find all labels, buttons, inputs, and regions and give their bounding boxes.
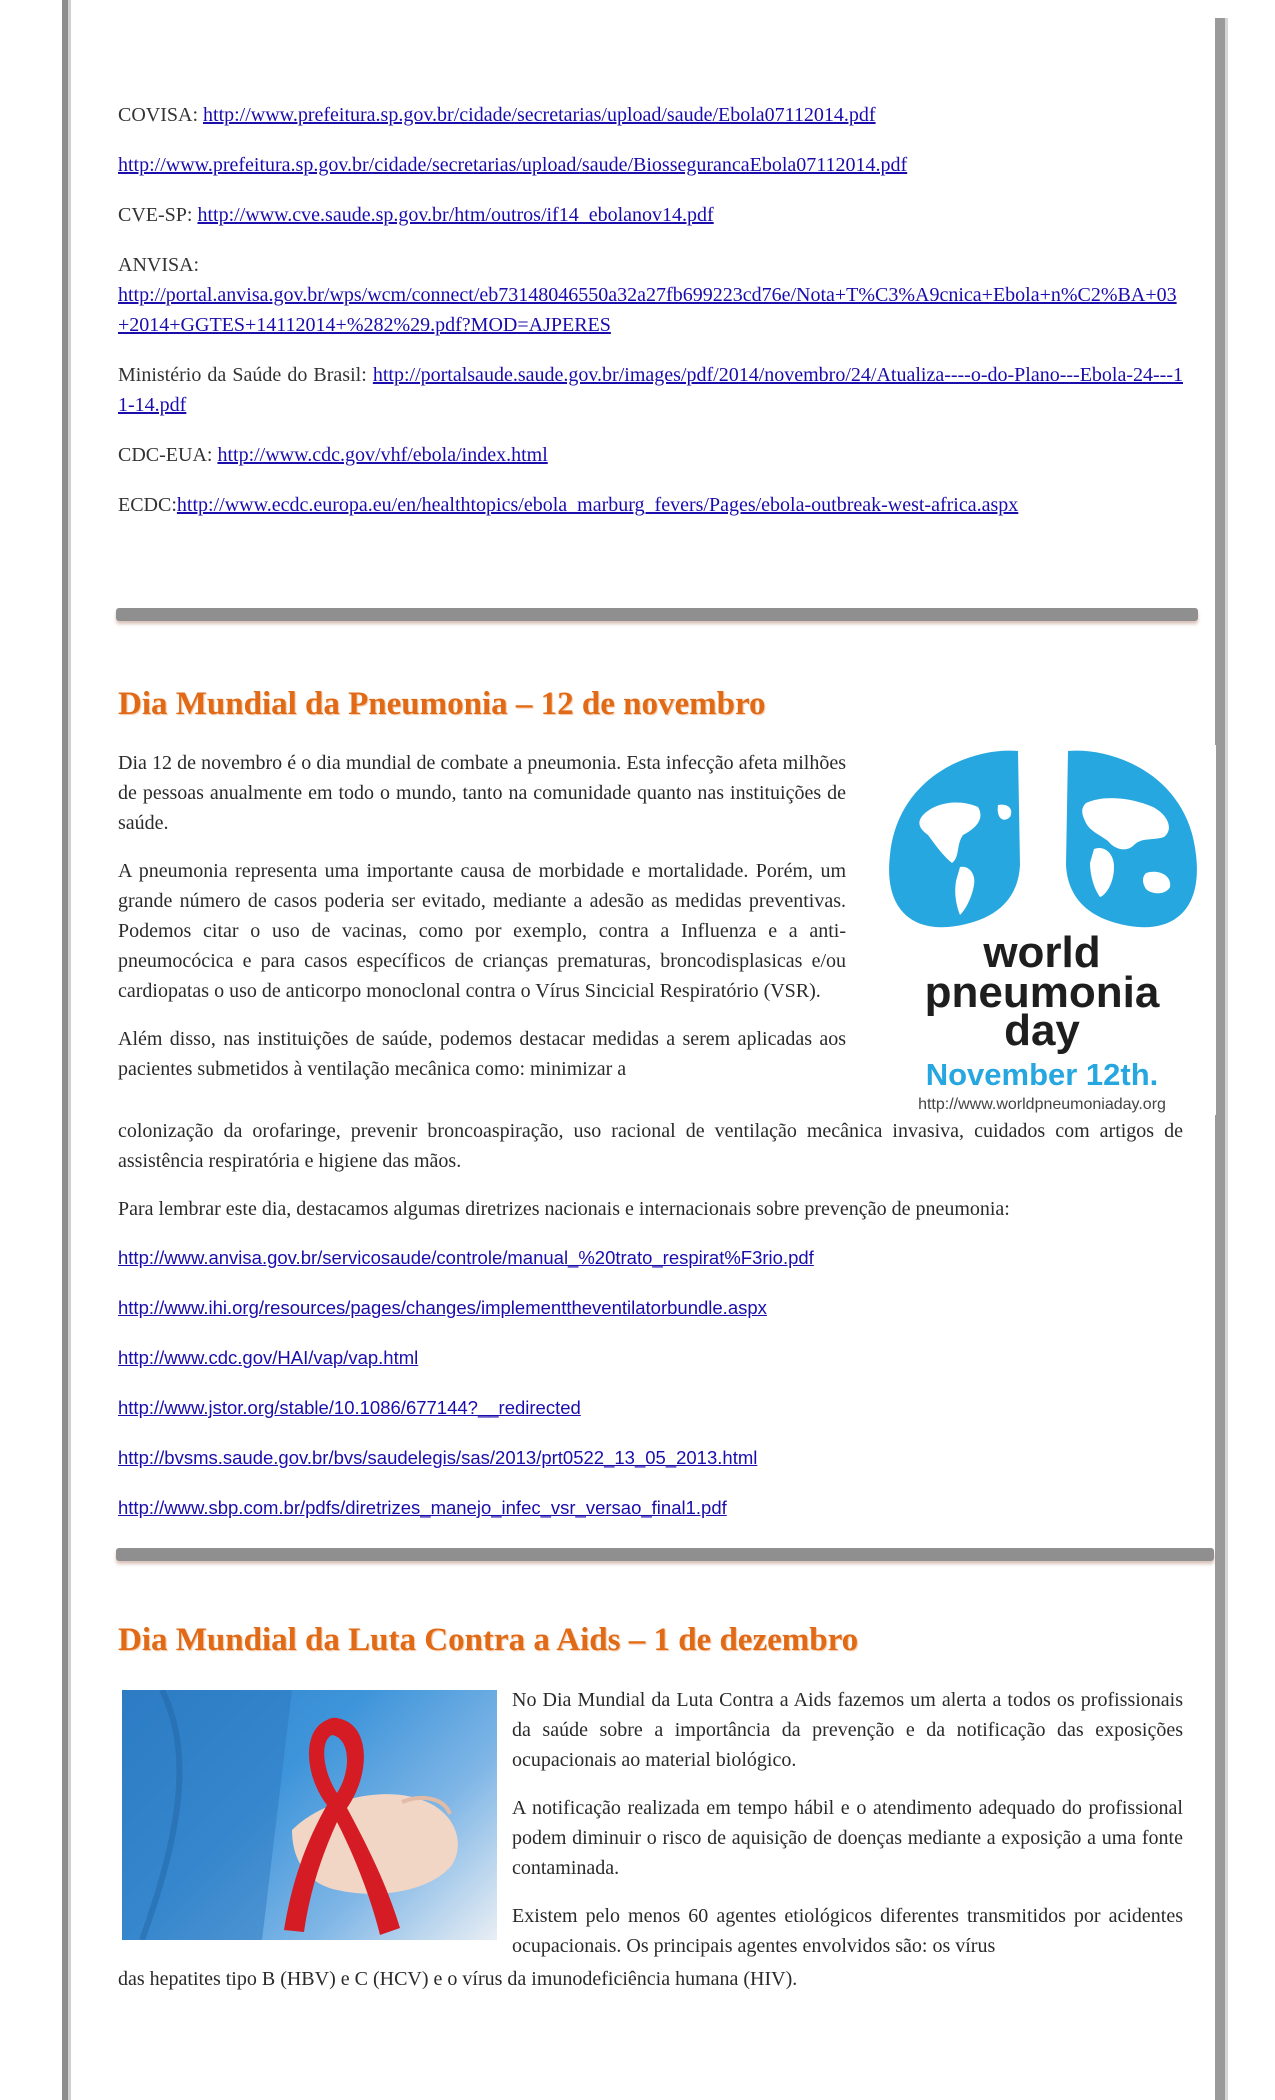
- ebola-references: [118, 100, 1183, 540]
- ref-label: ANVISA:: [118, 254, 200, 276]
- pneumonia-paragraph-3b: colonização da orofaringe, prevenir broncoaspiração, uso racional de ventilação mecânica invasiva, cuidados com artigos de assistência respiratória e higiene das mãos.: [118, 1120, 1183, 1172]
- ref-link[interactable]: http://www.cve.saude.sp.gov.br/htm/outros/if14_ebolanov14.pdf: [197, 204, 714, 226]
- guideline-link[interactable]: http://www.sbp.com.br/pdfs/diretrizes_manejo_infec_vsr_versao_final1.pdf: [118, 1497, 727, 1518]
- logo-line2-text: pneumonia: [924, 968, 1160, 1017]
- ref-label: COVISA:: [118, 104, 204, 126]
- ref-cve-sp: [118, 200, 1183, 230]
- ref-covisa: [118, 100, 1183, 130]
- guideline-link[interactable]: http://www.ihi.org/resources/pages/changes/implementtheventilatorbundle.aspx: [118, 1297, 767, 1318]
- pneumonia-title: Dia Mundial da Pneumonia – 12 de novembro: [118, 686, 766, 722]
- ref-link[interactable]: http://www.ecdc.europa.eu/en/healthtopics/ebola_marburg_fevers/Pages/ebola-outbreak-west-africa.aspx: [176, 494, 1019, 516]
- ref-link[interactable]: http://www.cdc.gov/vhf/ebola/index.html: [217, 444, 548, 466]
- aids-paragraph-1: No Dia Mundial da Luta Contra a Aids fazemos um alerta a todos os profissionais da saúde sobre a importância da prevenção e da notificação das exposições ocupacionais ao material biológico.: [512, 1689, 1183, 1771]
- pneumonia-body-lower: [118, 1116, 1183, 1546]
- ref-biosseguranca: [118, 150, 1183, 180]
- aids-paragraph-2: A notificação realizada em tempo hábil e o atendimento adequado do profissional podem diminuir o risco de aquisição de doenças mediante a exposição a uma fonte contaminada.: [512, 1797, 1183, 1879]
- guideline-link[interactable]: http://bvsms.saude.gov.br/bvs/saudelegis/sas/2013/prt0522_13_05_2013.html: [118, 1447, 758, 1468]
- logo-date-text: November 12th.: [925, 1057, 1159, 1092]
- ref-ministerio: [118, 360, 1183, 420]
- red-ribbon-photo: [122, 1690, 497, 1940]
- aids-paragraph-3a: Existem pelo menos 60 agentes etiológicos diferentes transmitidos por acidentes ocupacionais. Os principais agentes envolvidos são: os vírus: [512, 1905, 1183, 1957]
- pneumonia-paragraph-4: Para lembrar este dia, destacamos algumas diretrizes nacionais e internacionais sobre prevenção de pneumonia:: [118, 1198, 1010, 1220]
- ref-link[interactable]: http://portalsaude.saude.gov.br/images/pdf/2014/novembro/24/Atualiza----o-do-Plano---Ebola-24---11-14.pdf: [118, 364, 1183, 416]
- red-ribbon-icon: [122, 1690, 497, 1940]
- ref-label: ECDC:: [118, 494, 177, 516]
- ref-link[interactable]: http://portal.anvisa.gov.br/wps/wcm/connect/eb73148046550a32a27fb699223cd76e/Nota+T%C3%A9cnica+Ebola+n%C2%BA+03+2014+GGTES+14112014+%282%29.pdf?MOD=AJPERES: [118, 284, 1177, 336]
- logo-line3-text: day: [1004, 1006, 1080, 1055]
- pneumonia-paragraph-1: Dia 12 de novembro é o dia mundial de combate a pneumonia. Esta infecção afeta milhões de pessoas anualmente em todo o mundo, tanto na comunidade quanto nas instituições de saúde.: [118, 752, 846, 834]
- ref-cdc: [118, 440, 1183, 470]
- ref-ecdc: [118, 490, 1183, 520]
- page-left-border-highlight: [68, 0, 71, 2100]
- ref-link[interactable]: http://www.prefeitura.sp.gov.br/cidade/secretarias/upload/saude/Ebola07112014.pdf: [203, 104, 876, 126]
- aids-title: Dia Mundial da Luta Contra a Aids – 1 de dezembro: [118, 1622, 859, 1658]
- guideline-link[interactable]: http://www.anvisa.gov.br/servicosaude/controle/manual_%20trato_respirat%F3rio.pdf: [118, 1247, 814, 1268]
- aids-body-upper: [512, 1685, 1183, 1961]
- page-right-border-highlight: [1225, 18, 1228, 2100]
- page-right-border: [1215, 18, 1225, 2100]
- lungs-globe-icon: [868, 745, 1216, 1115]
- logo-site-text: http://www.worldpneumoniaday.org: [918, 1096, 1166, 1113]
- section-separator: [116, 608, 1198, 621]
- pneumonia-paragraph-2: A pneumonia representa uma importante causa de morbidade e mortalidade. Porém, um grande número de casos poderia ser evitado, mediante a adesão as medidas preventivas. Podemos citar o uso de vacinas, como por exemplo, contra a Influenza e a anti-pneumocócica e para casos específicos de crianças prematuras, broncodisplasicas e/ou cardiopatas o uso de anticorpo monoclonal contra o Vírus Sincicial Respiratório (VSR).: [118, 860, 846, 1002]
- world-pneumonia-day-logo: [868, 745, 1216, 1115]
- ref-anvisa: [118, 250, 1183, 340]
- section-separator: [116, 1548, 1214, 1561]
- pneumonia-paragraph-3a: Além disso, nas instituições de saúde, podemos destacar medidas a serem aplicadas aos pacientes submetidos à ventilação mecânica como: minimizar a: [118, 1028, 846, 1080]
- pneumonia-body-upper: [118, 748, 846, 1084]
- ref-label: CDC-EUA:: [118, 444, 218, 466]
- ref-link[interactable]: http://www.prefeitura.sp.gov.br/cidade/secretarias/upload/saude/BiossegurancaEbola07112014.pdf: [118, 154, 908, 176]
- aids-paragraph-3b: das hepatites tipo B (HBV) e C (HCV) e o vírus da imunodeficiência humana (HIV).: [118, 1968, 798, 1990]
- guideline-link[interactable]: http://www.jstor.org/stable/10.1086/677144?__redirected: [118, 1397, 581, 1418]
- ref-label: CVE-SP:: [118, 204, 198, 226]
- aids-body-lower: [118, 1964, 1183, 2012]
- logo-line1-text: world: [983, 928, 1101, 977]
- guideline-link[interactable]: http://www.cdc.gov/HAI/vap/vap.html: [118, 1347, 419, 1368]
- ref-label: Ministério da Saúde do Brasil:: [118, 364, 373, 386]
